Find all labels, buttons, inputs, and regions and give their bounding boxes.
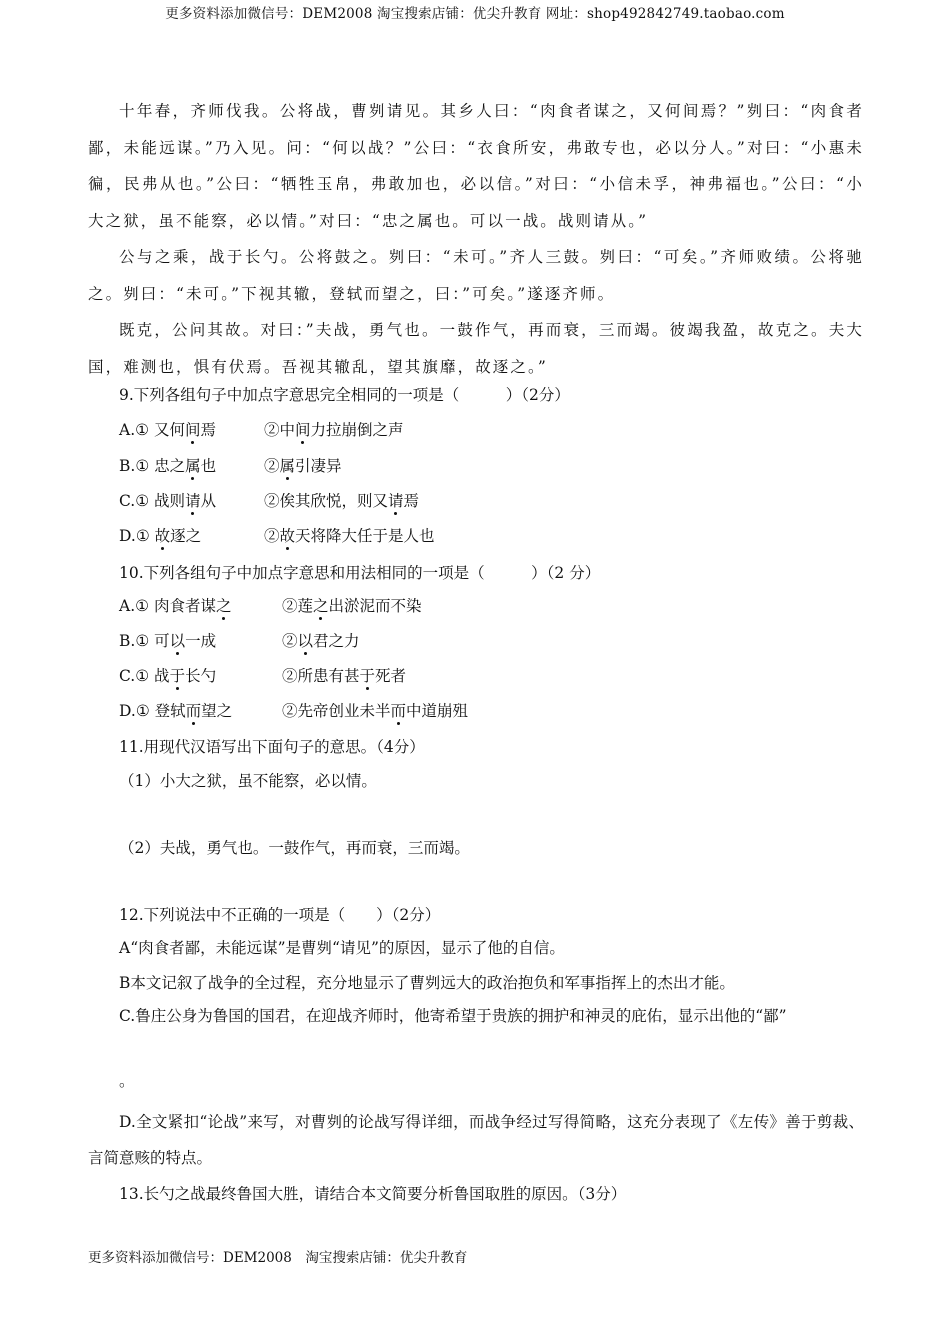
- page-header: 更多资料添加微信号：DEM2008 淘宝搜索店铺：优尖升教育 网址：shop492842749.taobao.com: [165, 6, 785, 22]
- dotted-char: 间: [295, 421, 311, 439]
- dotted-char: 以: [169, 632, 186, 650]
- q10-option-b: B.① 可以一成: [119, 632, 217, 650]
- dotted-char: 故: [154, 527, 171, 545]
- q10-option-d: D.① 登轼而望之: [119, 702, 233, 720]
- dotted-char: 于: [169, 667, 186, 685]
- page-footer: 更多资料添加微信号：DEM2008 淘宝搜索店铺：优尖升教育: [88, 1250, 468, 1266]
- dotted-char: 故: [279, 527, 296, 545]
- q12-stem: 12.下列说法中不正确的一项是（ ）（2分）: [119, 906, 441, 924]
- q9-option-b-2: ②属引凄异: [264, 457, 342, 475]
- q12-option-d: D.全文紧扣“论战”来写，对曹刿的论战写得详细，而战争经过写得简略，这充分表现了《左传》善于剪裁、言简意赅的特点。: [88, 1113, 864, 1167]
- dotted-char: 之: [313, 597, 329, 615]
- dotted-char: 之: [215, 597, 232, 615]
- q9-option-a: A.① 又何间焉: [119, 421, 216, 439]
- q9-option-d: D.① 故逐之: [119, 527, 202, 545]
- dotted-char: 以: [297, 632, 314, 650]
- q9-stem: 9.下列各组句子中加点字意思完全相同的一项是（ ）（2分）: [119, 386, 570, 404]
- dotted-char: 间: [184, 421, 201, 439]
- q10-option-c: C.① 战于长勺: [119, 667, 217, 685]
- q10-stem: 10.下列各组句子中加点字意思和用法相同的一项是（ ）（2 分）: [119, 564, 601, 582]
- dotted-char: 而: [390, 702, 407, 720]
- q13-stem: 13.长勺之战最终鲁国大胜，请结合本文简要分析鲁国取胜的原因。（3分）: [119, 1185, 627, 1203]
- q10-option-d-2: ②先帝创业未半而中道崩殂: [282, 702, 469, 720]
- dotted-char: 属: [185, 457, 201, 475]
- passage: [88, 93, 864, 385]
- dotted-char: 而: [185, 702, 202, 720]
- dotted-char: 属: [279, 457, 296, 475]
- q10-option-a-2: ②莲之出淤泥而不染: [282, 597, 422, 615]
- q12-option-c: C.鲁庄公身为鲁国的国君，在迎战齐师时，他寄希望于贵族的拥护和神灵的庇佑，显示出他的“鄙”: [119, 1007, 787, 1025]
- q9-option-b: B.① 忠之属也: [119, 457, 217, 475]
- q12-option-c-end: 。: [119, 1072, 135, 1090]
- passage-paragraph-3: 既克，公问其故。对曰：”夫战，勇气也。一鼓作气，再而衰，三而竭。彼竭我盈，故克之。夫大国，难测也，惧有伏焉。吾视其辙乱，望其旗靡，故逐之。”: [88, 321, 864, 376]
- q11-sentence-1: （1）小大之狱，虽不能察，必以情。: [119, 772, 377, 790]
- q11-sentence-2: （2）夫战，勇气也。一鼓作气，再而衰，三而竭。: [119, 839, 470, 857]
- q9-option-a-2: ②中间力拉崩倒之声: [264, 421, 404, 439]
- q11-stem: 11.用现代汉语写出下面句子的意思。（4分）: [119, 738, 425, 756]
- q10-option-b-2: ②以君之力: [282, 632, 360, 650]
- q12-option-a: A“肉食者鄙，未能远谋”是曹刿“请见”的原因，显示了他的自信。: [119, 939, 565, 957]
- dotted-char: 请: [185, 492, 201, 510]
- q9-option-c-2: ②俟其欣悦，则又请焉: [264, 492, 420, 510]
- passage-paragraph-1: 十年春，齐师伐我。公将战，曹刿请见。其乡人曰：“肉食者谋之，又何间焉？”刿曰：“肉食者鄙，未能远谋。”乃入见。问：“何以战？”公曰：“衣食所安，弗敢专也，必以分人。”对曰：“小惠未徧，民弗从也。”公曰：“牺牲玉帛，弗敢加也，必以信。”对曰：“小信未孚，神弗福也。”公曰：“小大之狱，虽不能察，必以情。”对曰：“忠之属也。可以一战。战则请从。”: [88, 102, 864, 230]
- q12-option-b: B本文记叙了战争的全过程，充分地显示了曹刿远大的政治抱负和军事指挥上的杰出才能。: [119, 974, 735, 992]
- dotted-char: 请: [388, 492, 404, 510]
- q9-option-d-2: ②故天将降大任于是人也: [264, 527, 435, 545]
- q10-option-c-2: ②所患有甚于死者: [282, 667, 407, 685]
- dotted-char: 于: [359, 667, 376, 685]
- q10-option-a: A.① 肉食者谋之: [119, 597, 232, 615]
- passage-paragraph-2: 公与之乘，战于长勺。公将鼓之。刿曰：“未可。”齐人三鼓。刿曰：“可矣。”齐师败绩。公将驰之。刿曰：“未可。”下视其辙，登轼而望之，曰：”可矣。”遂逐齐师。: [88, 248, 864, 303]
- q9-option-c: C.① 战则请从: [119, 492, 217, 510]
